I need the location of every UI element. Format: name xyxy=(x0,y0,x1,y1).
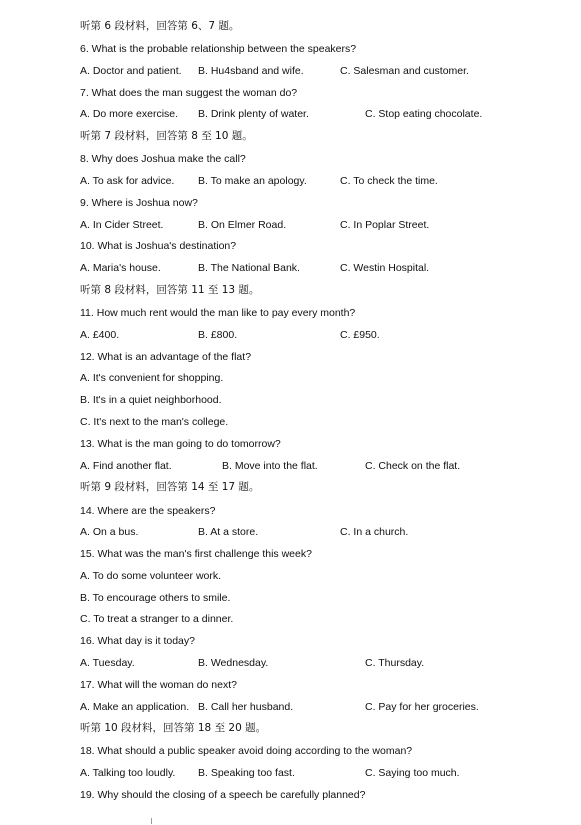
question-stem: 19. Why should the closing of a speech be carefully planned? xyxy=(80,789,366,801)
section-heading: 听第 8 段材料，回答第 11 至 13 题。 xyxy=(80,284,260,296)
question-stem: 13. What is the man going to do tomorrow? xyxy=(80,438,281,450)
option-a: A. It's convenient for shopping. xyxy=(80,372,224,384)
option-b: B. Move into the flat. xyxy=(222,460,318,472)
option-b: B. Speaking too fast. xyxy=(198,767,295,779)
option-b: B. To make an apology. xyxy=(198,175,307,187)
option-c: C. Check on the flat. xyxy=(365,460,461,472)
option-c: C. Thursday. xyxy=(365,657,425,669)
question-stem: 16. What day is it today? xyxy=(80,635,195,647)
option-b: B. Wednesday. xyxy=(198,657,269,669)
section-heading: 听第 9 段材料，回答第 14 至 17 题。 xyxy=(80,481,260,493)
option-c: C. Stop eating chocolate. xyxy=(365,108,483,120)
option-a: A. Talking too loudly. xyxy=(80,767,176,779)
option-c: C. To check the time. xyxy=(340,175,438,187)
option-b: B. Hu4sband and wife. xyxy=(198,65,304,77)
option-c: C. In Poplar Street. xyxy=(340,219,430,231)
option-a: A. Tuesday. xyxy=(80,657,135,669)
question-stem: 6. What is the probable relationship between the speakers? xyxy=(80,43,357,55)
option-b: B. £800. xyxy=(198,329,238,341)
question-stem: 14. Where are the speakers? xyxy=(80,505,216,517)
question-stem: 15. What was the man's first challenge this week? xyxy=(80,548,312,560)
option-b: B. At a store. xyxy=(198,526,259,538)
option-a: A. Maria's house. xyxy=(80,262,161,274)
option-a: A. Do more exercise. xyxy=(80,108,179,120)
option-c: C. £950. xyxy=(340,329,380,341)
option-c: C. To treat a stranger to a dinner. xyxy=(80,613,234,625)
option-c: C. In a church. xyxy=(340,526,409,538)
option-a: A. Doctor and patient. xyxy=(80,65,182,77)
question-stem: 18. What should a public speaker avoid doing according to the woman? xyxy=(80,745,413,757)
option-a: A. On a bus. xyxy=(80,526,139,538)
option-a: A. Make an application. xyxy=(80,701,190,713)
option-c: C. Saying too much. xyxy=(365,767,460,779)
question-stem: 8. Why does Joshua make the call? xyxy=(80,153,246,165)
option-c: C. It's next to the man's college. xyxy=(80,416,229,428)
option-a: A. To do some volunteer work. xyxy=(80,570,222,582)
option-a: A. In Cider Street. xyxy=(80,219,164,231)
option-c: C. Westin Hospital. xyxy=(340,262,430,274)
option-b: B. On Elmer Road. xyxy=(198,219,287,231)
page-edge-mark xyxy=(151,818,152,824)
option-a: A. To ask for advice. xyxy=(80,175,175,187)
question-stem: 7. What does the man suggest the woman do? xyxy=(80,87,298,99)
question-stem: 12. What is an advantage of the flat? xyxy=(80,351,252,363)
section-heading: 听第 10 段材料，回答第 18 至 20 题。 xyxy=(80,722,267,734)
question-stem: 17. What will the woman do next? xyxy=(80,679,237,691)
option-a: A. Find another flat. xyxy=(80,460,172,472)
option-b: B. Drink plenty of water. xyxy=(198,108,309,120)
question-stem: 10. What is Joshua's destination? xyxy=(80,240,237,252)
option-b: B. It's in a quiet neighborhood. xyxy=(80,394,222,406)
question-stem: 11. How much rent would the man like to pay every month? xyxy=(80,307,356,319)
option-b: B. The National Bank. xyxy=(198,262,300,274)
option-c: C. Pay for her groceries. xyxy=(365,701,479,713)
section-heading: 听第 6 段材料，回答第 6、7 题。 xyxy=(80,20,240,32)
question-stem: 9. Where is Joshua now? xyxy=(80,197,198,209)
option-c: C. Salesman and customer. xyxy=(340,65,469,77)
section-heading: 听第 7 段材料，回答第 8 至 10 题。 xyxy=(80,130,253,142)
option-b: B. Call her husband. xyxy=(198,701,294,713)
option-b: B. To encourage others to smile. xyxy=(80,592,231,604)
option-a: A. £400. xyxy=(80,329,120,341)
